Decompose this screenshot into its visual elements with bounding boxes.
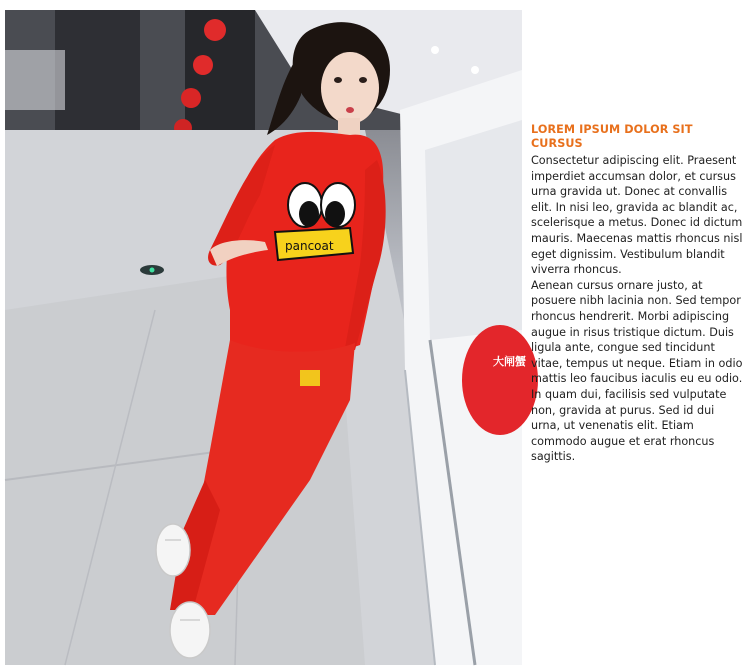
- article-paragraph-1: Consectetur adipiscing elit. Praesent imperdiet accumsan dolor, et cursus urna gravida ut. Donec at convallis elit. In nisi leo, gravida ac blandit ac, scelerisque a metus. Donec id dictum mauris. Maecenas mattis rhoncus nisl eget dignissim. Vestibulum blandit viverra rhoncus.: [531, 154, 743, 277]
- article: [531, 123, 745, 465]
- article-heading: LOREM IPSUM DOLOR SIT CURSUS: [531, 123, 693, 150]
- pillar-left: [55, 10, 140, 145]
- model-illustration: [5, 10, 526, 665]
- shoe-right: [170, 602, 210, 658]
- face: [321, 52, 379, 124]
- sign-text: 大闸蟹: [493, 355, 526, 368]
- product-photo: [5, 10, 526, 665]
- article-paragraph-2: Aenean cursus ornare justo, at posuere nibh lacinia non. Sed tempor rhoncus hendrerit. Morbi adipiscing augue in risus tristique dictum. Duis ligula ante, congue sed tincidunt vitae, tempus ut neque. Etiam in odio mattis leo faucibus iaculis eu eu odio. In quam dui, facilisis sed vulputate non, gravida at purus. Sed id dui urna, ut venenatis elit. Etiam commodo augue et erat rhoncus sagittis.: [531, 278, 743, 464]
- shoe-left: [156, 524, 190, 576]
- print-text: pancoat: [285, 239, 334, 253]
- red-sign: [462, 325, 538, 435]
